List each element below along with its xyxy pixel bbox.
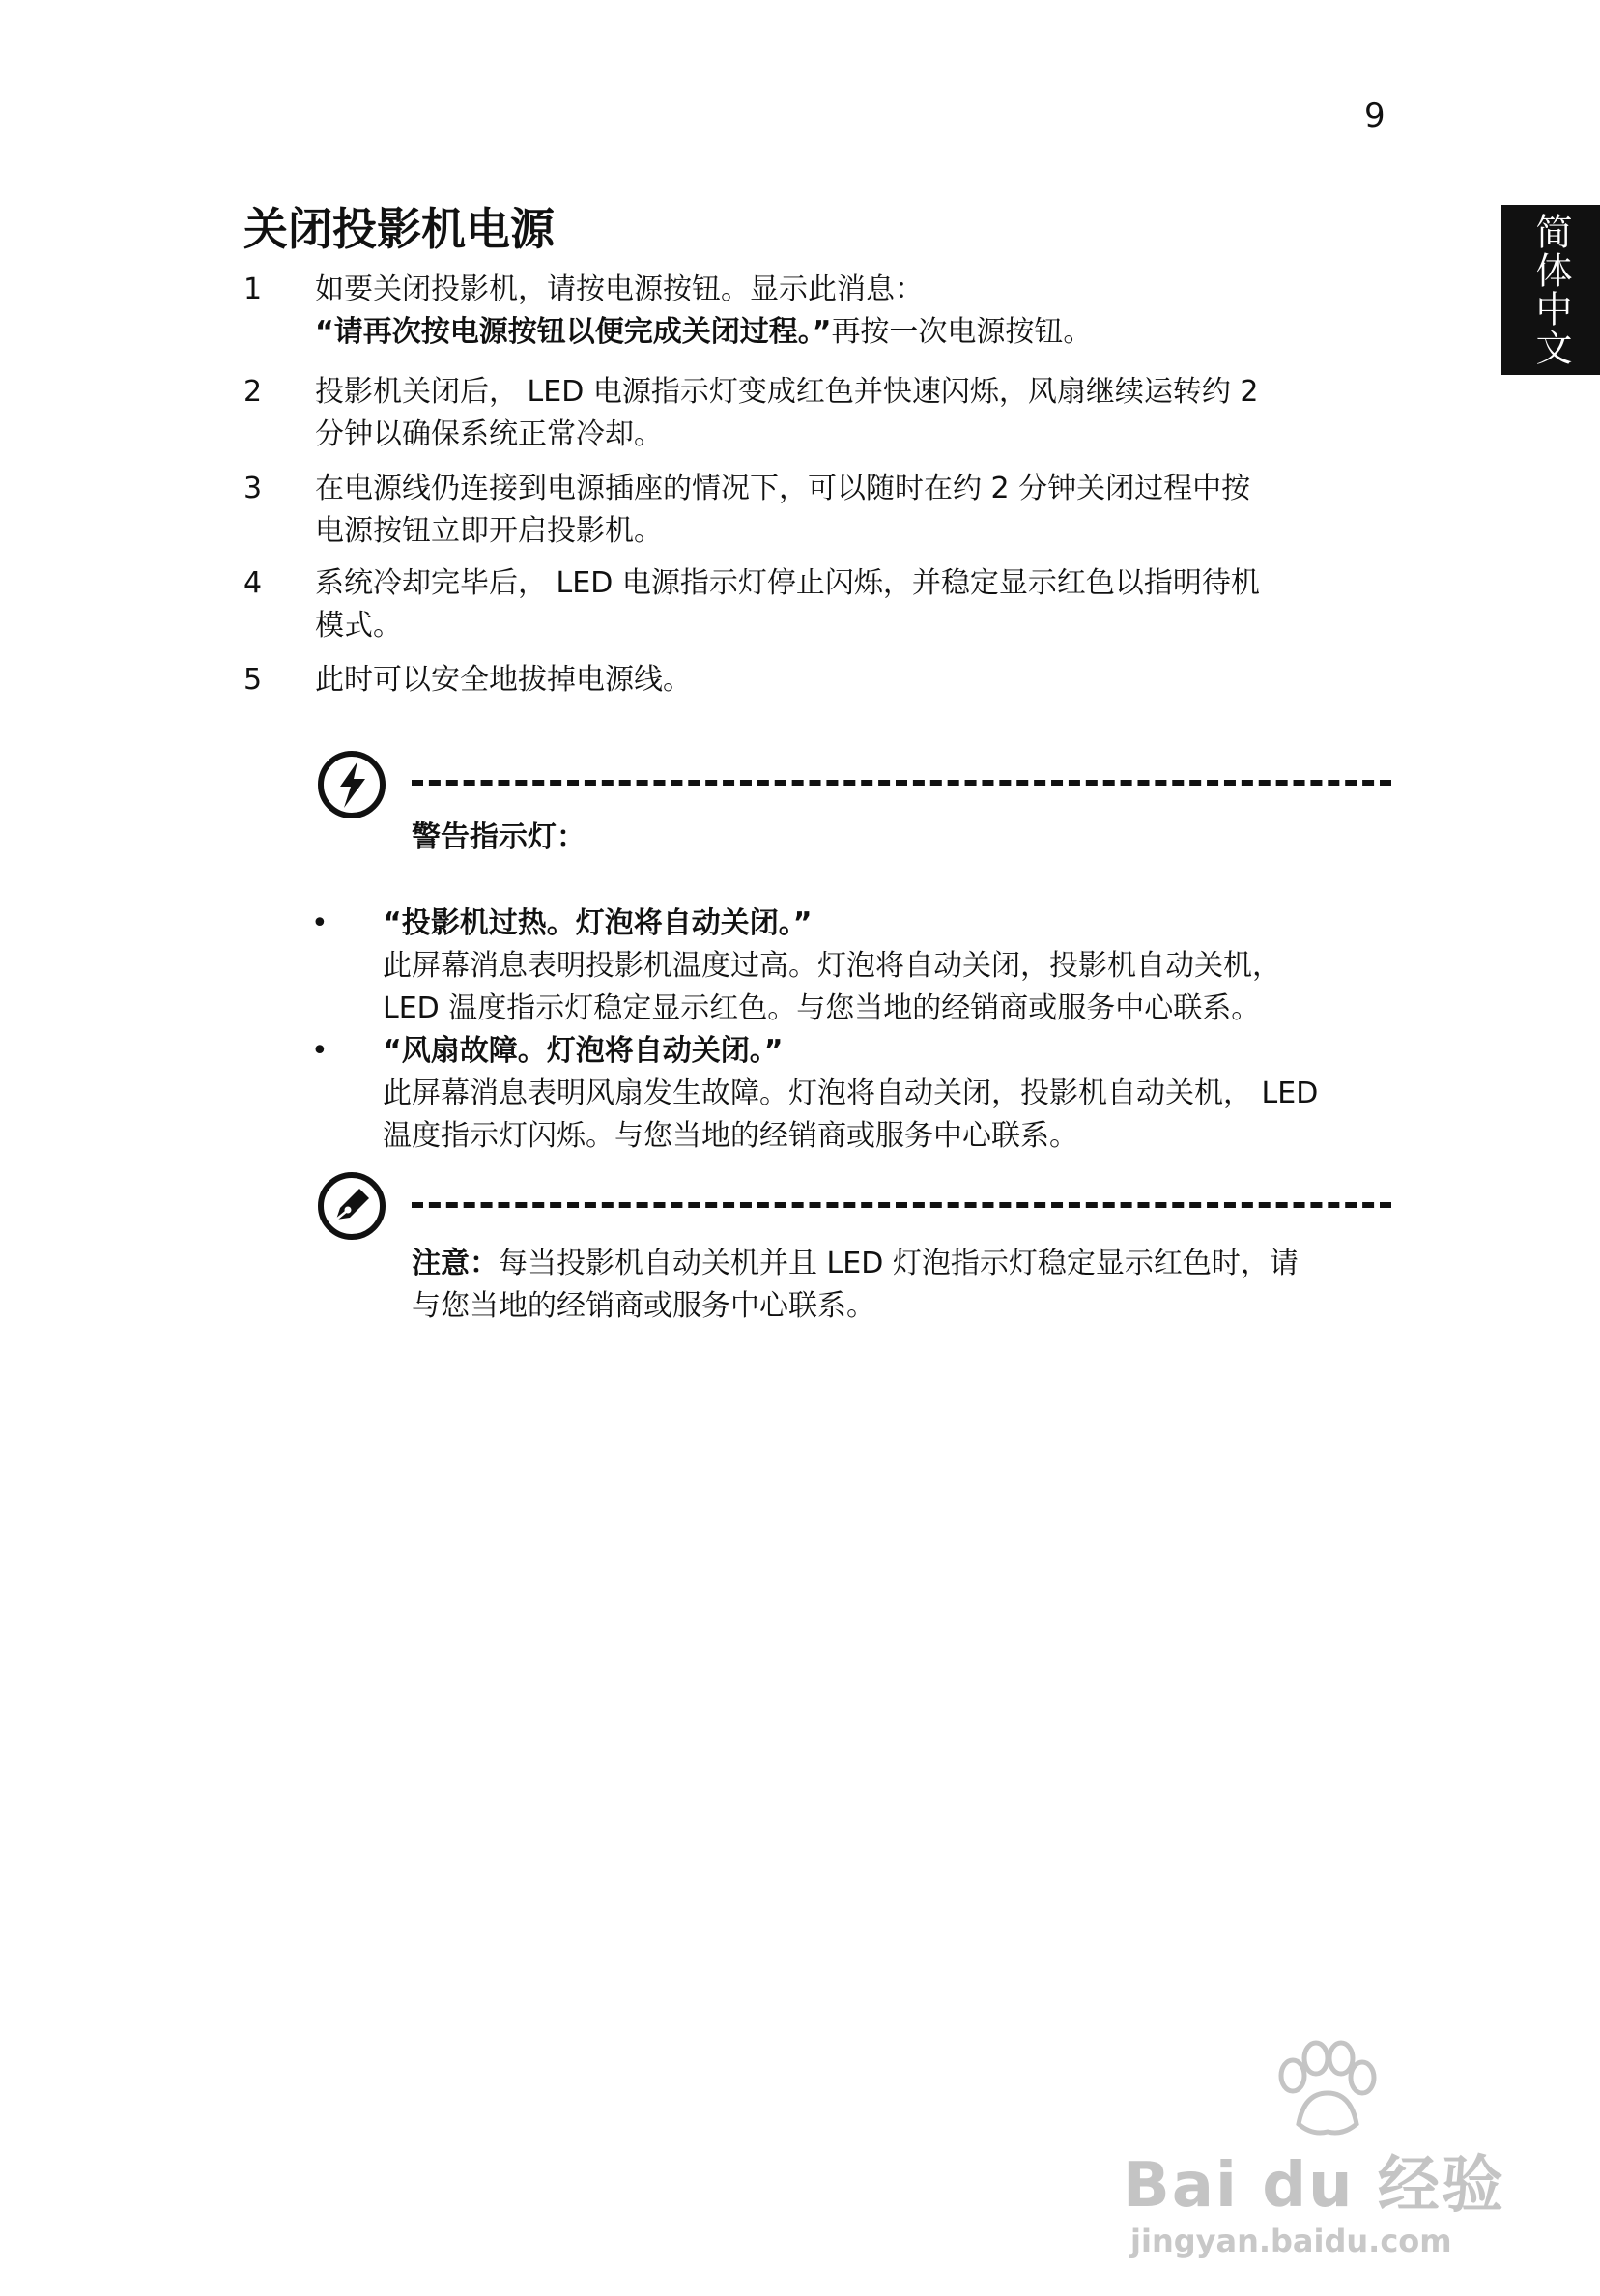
bullet-text: 温度指示灯闪烁。与您当地的经销商或服务中心联系。 <box>383 1119 1078 1153</box>
note-text-line2: 与您当地的经销商或服务中心联系。 <box>412 1289 875 1323</box>
paw-logo-icon <box>1266 2039 1382 2145</box>
step-number: 3 <box>243 472 263 505</box>
quoted-message: “请再次按电源按钮以便完成关闭过程。” <box>315 315 832 349</box>
bullet-title: “投影机过热。灯泡将自动关闭。” <box>383 906 813 940</box>
step-text: 投影机关闭后， LED 电源指示灯变成红色并快速闪烁，风扇继续运转约 2 <box>315 375 1259 409</box>
side-tab-label: 简体中文 <box>1529 213 1572 367</box>
step-text: 电源按钮立即开启投影机。 <box>315 514 663 548</box>
step-text <box>315 311 1384 354</box>
watermark-url: jingyan.baidu.com <box>1130 2223 1452 2259</box>
step-text: 模式。 <box>315 609 402 643</box>
note-text <box>412 1243 1299 1285</box>
step-item <box>243 562 1384 647</box>
warning-bullet <box>311 903 1384 1030</box>
baidu-watermark <box>1123 2078 1529 2271</box>
warning-heading: 警告指示灯： <box>412 820 586 854</box>
note-text-line1: 每当投影机自动关机并且 LED 灯泡指示灯稳定显示红色时，请 <box>499 1247 1299 1280</box>
step-number: 4 <box>243 566 263 600</box>
step-item <box>243 659 1384 702</box>
note-pen-icon <box>315 1169 388 1243</box>
note-divider <box>412 1202 1391 1208</box>
note-label: 注意： <box>412 1247 499 1280</box>
step-number: 5 <box>243 663 263 697</box>
step-text: 系统冷却完毕后， LED 电源指示灯停止闪烁，并稳定显示红色以指明待机 <box>315 566 1260 600</box>
language-side-tab <box>1501 205 1600 375</box>
step-number: 1 <box>243 273 263 306</box>
step-text: 分钟以确保系统正常冷却。 <box>315 417 663 451</box>
bullet-dot: • <box>311 906 329 940</box>
step-item <box>243 269 1384 354</box>
step-item <box>243 468 1384 553</box>
warning-bullet <box>311 1030 1384 1158</box>
bullet-text: LED 温度指示灯稳定显示红色。与您当地的经销商或服务中心联系。 <box>383 991 1261 1025</box>
step-text: 如要关闭投影机，请按电源按钮。显示此消息： <box>315 273 924 306</box>
bullet-text: 此屏幕消息表明投影机温度过高。灯泡将自动关闭，投影机自动关机， <box>383 949 1281 983</box>
watermark-main: Bai du 经验 <box>1123 2150 1505 2222</box>
page-number: 9 <box>1364 97 1386 135</box>
bullet-text: 此屏幕消息表明风扇发生故障。灯泡将自动关闭，投影机自动关机， LED <box>383 1076 1319 1110</box>
step-text: 在电源线仍连接到电源插座的情况下，可以随时在约 2 分钟关闭过程中按 <box>315 472 1251 505</box>
step-item <box>243 371 1384 456</box>
section-title: 关闭投影机电源 <box>243 203 555 255</box>
bullet-dot: • <box>311 1034 329 1068</box>
step-text: 此时可以安全地拔掉电源线。 <box>315 663 692 697</box>
bullet-title: “风扇故障。灯泡将自动关闭。” <box>383 1034 784 1068</box>
note-body <box>412 1243 1299 1328</box>
warning-lightning-icon <box>315 748 388 821</box>
step-text-continued: 再按一次电源按钮。 <box>831 315 1093 349</box>
warning-divider <box>412 780 1391 786</box>
step-number: 2 <box>243 375 263 409</box>
